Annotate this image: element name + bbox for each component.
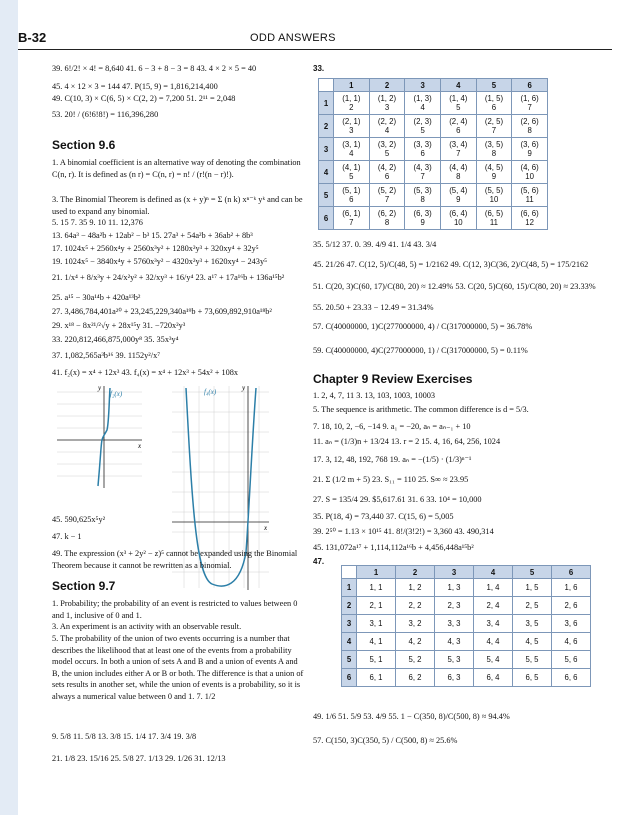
table-cell: (6, 3) 9 — [405, 207, 441, 230]
answer-line: 53. 20! / (6!6!8!) = 116,396,280 — [52, 110, 159, 119]
answer-line: 55. 20.50 + 23.33 − 12.49 = 31.34% — [313, 303, 434, 312]
table-cell: 3, 5 — [513, 615, 552, 633]
table-cell: 4, 1 — [357, 633, 396, 651]
answer-line: 27. S = 135/4 29. $5,617.61 31. 6 33. 10⁴ = 10,000 — [313, 495, 482, 504]
answer-line: 45. 131,072a¹⁷ + 1,114,112a¹⁶b + 4,456,448a¹⁵b² — [313, 543, 474, 552]
table-cell: (5, 2) 7 — [369, 184, 405, 207]
table-cell: (5, 3) 8 — [405, 184, 441, 207]
svg-text:y: y — [242, 384, 246, 392]
answer-line: 49. 1/6 51. 5/9 53. 4/9 55. 1 − C(350, 8)/C(500, 8) ≈ 94.4% — [313, 712, 510, 721]
page-number: B-32 — [18, 30, 47, 45]
column-header: 3 — [435, 566, 474, 579]
row-header: 1 — [342, 579, 357, 597]
table-cell: (5, 5) 10 — [476, 184, 512, 207]
table-cell: 2, 1 — [357, 597, 396, 615]
table-cell: (2, 5) 7 — [476, 115, 512, 138]
answer-paragraph: 1. Probability; the probability of an event is restricted to values between 0 and 1, inclusive of 0 and 1. — [52, 599, 298, 620]
section-title: Section 9.6 — [52, 138, 116, 152]
table-cell: 5, 6 — [552, 651, 591, 669]
answer-line: 7. 18, 10, 2, −6, −14 9. a₁ = −20, aₙ = aₙ₋₁ + 10 — [313, 422, 471, 431]
table-cell: (4, 2) 6 — [369, 161, 405, 184]
table-cell: (6, 5) 11 — [476, 207, 512, 230]
table-row — [319, 207, 548, 230]
table-cell: 4, 4 — [474, 633, 513, 651]
table-row — [319, 184, 548, 207]
answer-line: 51. C(20, 3)C(60, 17)/C(80, 20) ≈ 12.49% 53. C(20, 5)C(60, 15)/C(80, 20) ≈ 23.33% — [313, 282, 596, 291]
answer-line: 21. 1/8 23. 15/16 25. 5/8 27. 1/13 29. 1/26 31. 12/13 — [52, 754, 226, 763]
table-cell: (1, 3) 4 — [405, 92, 441, 115]
table-cell: (2, 6) 8 — [512, 115, 548, 138]
table-row — [342, 651, 591, 669]
row-header: 5 — [319, 184, 334, 207]
table-cell: (4, 3) 7 — [405, 161, 441, 184]
table-cell: 1, 6 — [552, 579, 591, 597]
table-cell: 5, 5 — [513, 651, 552, 669]
exercise-label: 33. — [313, 64, 325, 73]
answer-paragraph: 5. The probability of the union of two events occurring is a number that describes the likelihood that at least one of the events from a probability model occurs. In both a union of sets A and B and a union of events A and B, the union includes either A or B or both. The difference is that a union of sets results in another set, while the union of events is a probability, so it is always a numerical value between 0 and 1. 7. 1/2 — [52, 634, 304, 701]
answer-line: 1. 2, 4, 7, 11 3. 13, 103, 1003, 10003 — [313, 391, 436, 400]
answer-line: 45. 21/26 47. C(12, 5)/C(48, 5) = 1/2162 49. C(12, 3)C(36, 2)/C(48, 5) = 175/2162 — [313, 260, 589, 269]
table-cell: 6, 1 — [357, 669, 396, 687]
table-cell: 1, 1 — [357, 579, 396, 597]
table-row — [342, 669, 591, 687]
table-row — [342, 615, 591, 633]
table-cell: (3, 3) 6 — [405, 138, 441, 161]
answer-line: 25. a¹⁵ − 30a¹⁴b + 420a¹³b² — [52, 293, 141, 302]
answer-line: 49. C(10, 3) × C(6, 5) × C(2, 2) = 7,200 51. 2¹¹ = 2,048 — [52, 94, 236, 103]
table-cell: (4, 1) 5 — [334, 161, 370, 184]
table-cell: 2, 3 — [435, 597, 474, 615]
table-cell: 4, 5 — [513, 633, 552, 651]
plot-label: f₄(x) — [204, 388, 217, 396]
table-cell: (3, 2) 5 — [369, 138, 405, 161]
section-title: Section 9.7 — [52, 579, 116, 593]
answer-line: 19. 1024x⁵ − 3840x⁴y + 5760x³y² − 4320x²y³ + 1620xy⁴ − 243y⁵ — [52, 257, 268, 266]
page-margin-band — [0, 0, 18, 815]
answer-paragraph: 3. An experiment is an activity with an observable result. — [52, 622, 242, 631]
table-cell: 3, 2 — [396, 615, 435, 633]
table-cell: (2, 4) 6 — [440, 115, 476, 138]
table-row — [342, 579, 591, 597]
table-cell: (1, 4) 5 — [440, 92, 476, 115]
table-cell: (1, 6) 7 — [512, 92, 548, 115]
answer-line: 35. P(18, 4) = 73,440 37. C(15, 6) = 5,005 — [313, 512, 454, 521]
answer-line: 9. 5/8 11. 5/8 13. 3/8 15. 1/4 17. 3/4 19. 3/8 — [52, 732, 197, 741]
answer-line: 5. 15 7. 35 9. 10 11. 12,376 — [52, 218, 143, 227]
answer-line: 57. C(150, 3)C(350, 5) / C(500, 8) ≈ 25.6% — [313, 736, 458, 745]
row-header: 2 — [319, 115, 334, 138]
table-cell: (5, 1) 6 — [334, 184, 370, 207]
table-row — [342, 597, 591, 615]
column-header: 2 — [369, 79, 405, 92]
answer-line: 21. Σ (1/2 m + 5) 23. S₁₁ = 110 25. S∞ ≈ 23.95 — [313, 475, 469, 484]
table-cell: (3, 5) 8 — [476, 138, 512, 161]
answer-line: 39. 6!/2! × 4! = 8,640 41. 6 − 3 + 8 − 3 = 8 43. 4 × 2 × 5 = 40 — [52, 64, 257, 73]
row-header: 6 — [319, 207, 334, 230]
dice-sum-table — [318, 78, 548, 230]
svg-text:x: x — [138, 442, 142, 450]
table-cell: 6, 3 — [435, 669, 474, 687]
answer-line: 27. 3,486,784,401a²⁰ + 23,245,229,340a¹⁹b + 73,609,892,910a¹⁸b² — [52, 307, 272, 316]
table-cell: 6, 5 — [513, 669, 552, 687]
svg-text:x: x — [264, 524, 268, 532]
table-cell: (6, 6) 12 — [512, 207, 548, 230]
table-cell: 4, 6 — [552, 633, 591, 651]
answer-line: 13. 64a³ − 48a²b + 12ab² − b³ 15. 27a³ + 54a²b + 36ab² + 8b³ — [52, 231, 253, 240]
table-corner — [342, 566, 357, 579]
table-cell: (3, 1) 4 — [334, 138, 370, 161]
column-header: 4 — [440, 79, 476, 92]
table-cell: 2, 2 — [396, 597, 435, 615]
table-cell: (1, 2) 3 — [369, 92, 405, 115]
table-cell: 2, 4 — [474, 597, 513, 615]
row-header: 1 — [319, 92, 334, 115]
column-header: 6 — [552, 566, 591, 579]
answer-line: 33. 220,812,466,875,000y⁸ 35. 35x³y⁴ — [52, 335, 179, 344]
answer-line: 41. f₂(x) = x⁴ + 12x³ 43. f₄(x) = x⁴ + 12x³ + 54x² + 108x — [52, 368, 239, 377]
table-cell: (4, 6) 10 — [512, 161, 548, 184]
table-cell: (6, 2) 8 — [369, 207, 405, 230]
answer-line: 17. 1024x⁵ + 2560x⁴y + 2560x³y² + 1280x²y³ + 320xy⁴ + 32y⁵ — [52, 244, 259, 253]
answer-paragraph: 3. The Binomial Theorem is defined as (x + y)ⁿ = Σ (n k) xⁿ⁻ᵏ yᵏ and can be used to expand any binomial. — [52, 195, 303, 216]
answer-line: 57. C(40000000, 1)C(277000000, 4) / C(317000000, 5) = 36.78% — [313, 322, 533, 331]
table-cell: 2, 5 — [513, 597, 552, 615]
table-cell: 1, 2 — [396, 579, 435, 597]
table-cell: 3, 4 — [474, 615, 513, 633]
row-header: 4 — [342, 633, 357, 651]
column-header: 5 — [476, 79, 512, 92]
table-cell: (4, 5) 9 — [476, 161, 512, 184]
table-cell: 5, 1 — [357, 651, 396, 669]
running-header: ODD ANSWERS — [250, 32, 336, 44]
answer-paragraph: 49. The expression (x³ + 2y² − z)⁵ cannot be expanded using the Binomial Theorem because it cannot be rewritten as a binomial. — [52, 549, 298, 570]
table-cell: 5, 3 — [435, 651, 474, 669]
table-cell: 5, 4 — [474, 651, 513, 669]
table-cell: 3, 1 — [357, 615, 396, 633]
column-header: 6 — [512, 79, 548, 92]
table-cell: 2, 6 — [552, 597, 591, 615]
answer-line: 21. 1/x⁴ + 8/x³y + 24/x²y² + 32/xy³ + 16/y⁴ 23. a¹⁷ + 17a¹⁶b + 136a¹⁵b² — [52, 273, 285, 282]
answer-line: 39. 2⁵⁰ = 1.13 × 10¹⁵ 41. 8!/(3!2!) = 3,360 43. 490,314 — [313, 527, 494, 536]
answer-line: 59. C(40000000, 4)C(277000000, 1) / C(317000000, 5) = 0.11% — [313, 346, 528, 355]
table-cell: (6, 1) 7 — [334, 207, 370, 230]
table-cell: (3, 4) 7 — [440, 138, 476, 161]
row-header: 2 — [342, 597, 357, 615]
table-corner — [319, 79, 334, 92]
table-cell: 6, 4 — [474, 669, 513, 687]
table-cell: 4, 3 — [435, 633, 474, 651]
row-header: 4 — [319, 161, 334, 184]
table-cell: (5, 4) 9 — [440, 184, 476, 207]
answer-line: 47. k − 1 — [52, 532, 82, 541]
answer-line: 11. aₙ = (1/3)n + 13/24 13. r = 2 15. 4, 16, 64, 256, 1024 — [313, 437, 501, 446]
answer-line: 45. 590,625x⁵y² — [52, 515, 106, 524]
table-cell: 1, 5 — [513, 579, 552, 597]
table-cell: (2, 2) 4 — [369, 115, 405, 138]
table-cell: (4, 4) 8 — [440, 161, 476, 184]
table-cell: (6, 4) 10 — [440, 207, 476, 230]
answer-line: 17. 3, 12, 48, 192, 768 19. aₙ = −(1/5) · (1/3)ⁿ⁻¹ — [313, 455, 472, 464]
column-header: 2 — [396, 566, 435, 579]
table-row — [319, 92, 548, 115]
column-header: 1 — [357, 566, 396, 579]
answer-line: 45. 4 × 12 × 3 = 144 47. P(15, 9) = 1,816,214,400 — [52, 82, 218, 91]
table-cell: 6, 2 — [396, 669, 435, 687]
answer-line: 5. The sequence is arithmetic. The common difference is d = 5/3. — [313, 405, 529, 414]
table-cell: 4, 2 — [396, 633, 435, 651]
table-row — [319, 138, 548, 161]
table-row — [319, 115, 548, 138]
table-cell: (1, 1) 2 — [334, 92, 370, 115]
answer-line: 29. x¹⁸ − 8x²¹/²√y + 28x¹⁵y 31. −720x²y³ — [52, 321, 186, 330]
table-cell: (3, 6) 9 — [512, 138, 548, 161]
chapter-title: Chapter 9 Review Exercises — [313, 372, 473, 386]
row-header: 6 — [342, 669, 357, 687]
row-header: 5 — [342, 651, 357, 669]
svg-text:y: y — [98, 384, 102, 392]
answer-paragraph: 1. A binomial coefficient is an alternative way of denoting the combination C(n, r). It is defined as (n r) = C(n, r) = n! / (r!(n − r)!). — [52, 158, 301, 179]
table-cell: (1, 5) 6 — [476, 92, 512, 115]
table-cell: (5, 6) 11 — [512, 184, 548, 207]
row-header: 3 — [319, 138, 334, 161]
table-cell: 6, 6 — [552, 669, 591, 687]
table-cell: (2, 1) 3 — [334, 115, 370, 138]
header-rule — [18, 49, 612, 50]
table-row — [319, 161, 548, 184]
graph-f2 — [52, 382, 144, 492]
exercise-label: 47. — [313, 557, 325, 566]
answer-line: 35. 5/12 37. 0. 39. 4/9 41. 1/4 43. 3/4 — [313, 240, 437, 249]
row-header: 3 — [342, 615, 357, 633]
table-cell: 3, 3 — [435, 615, 474, 633]
table-row — [342, 633, 591, 651]
table-cell: 5, 2 — [396, 651, 435, 669]
dice-outcome-table — [341, 565, 591, 687]
answer-line: 37. 1,082,565a³b¹⁶ 39. 1152y²/x⁷ — [52, 351, 161, 360]
table-cell: 3, 6 — [552, 615, 591, 633]
column-header: 1 — [334, 79, 370, 92]
column-header: 3 — [405, 79, 441, 92]
table-cell: (2, 3) 5 — [405, 115, 441, 138]
table-cell: 1, 4 — [474, 579, 513, 597]
column-header: 5 — [513, 566, 552, 579]
table-cell: 1, 3 — [435, 579, 474, 597]
column-header: 4 — [474, 566, 513, 579]
plot-label: f₂(x) — [110, 390, 123, 398]
